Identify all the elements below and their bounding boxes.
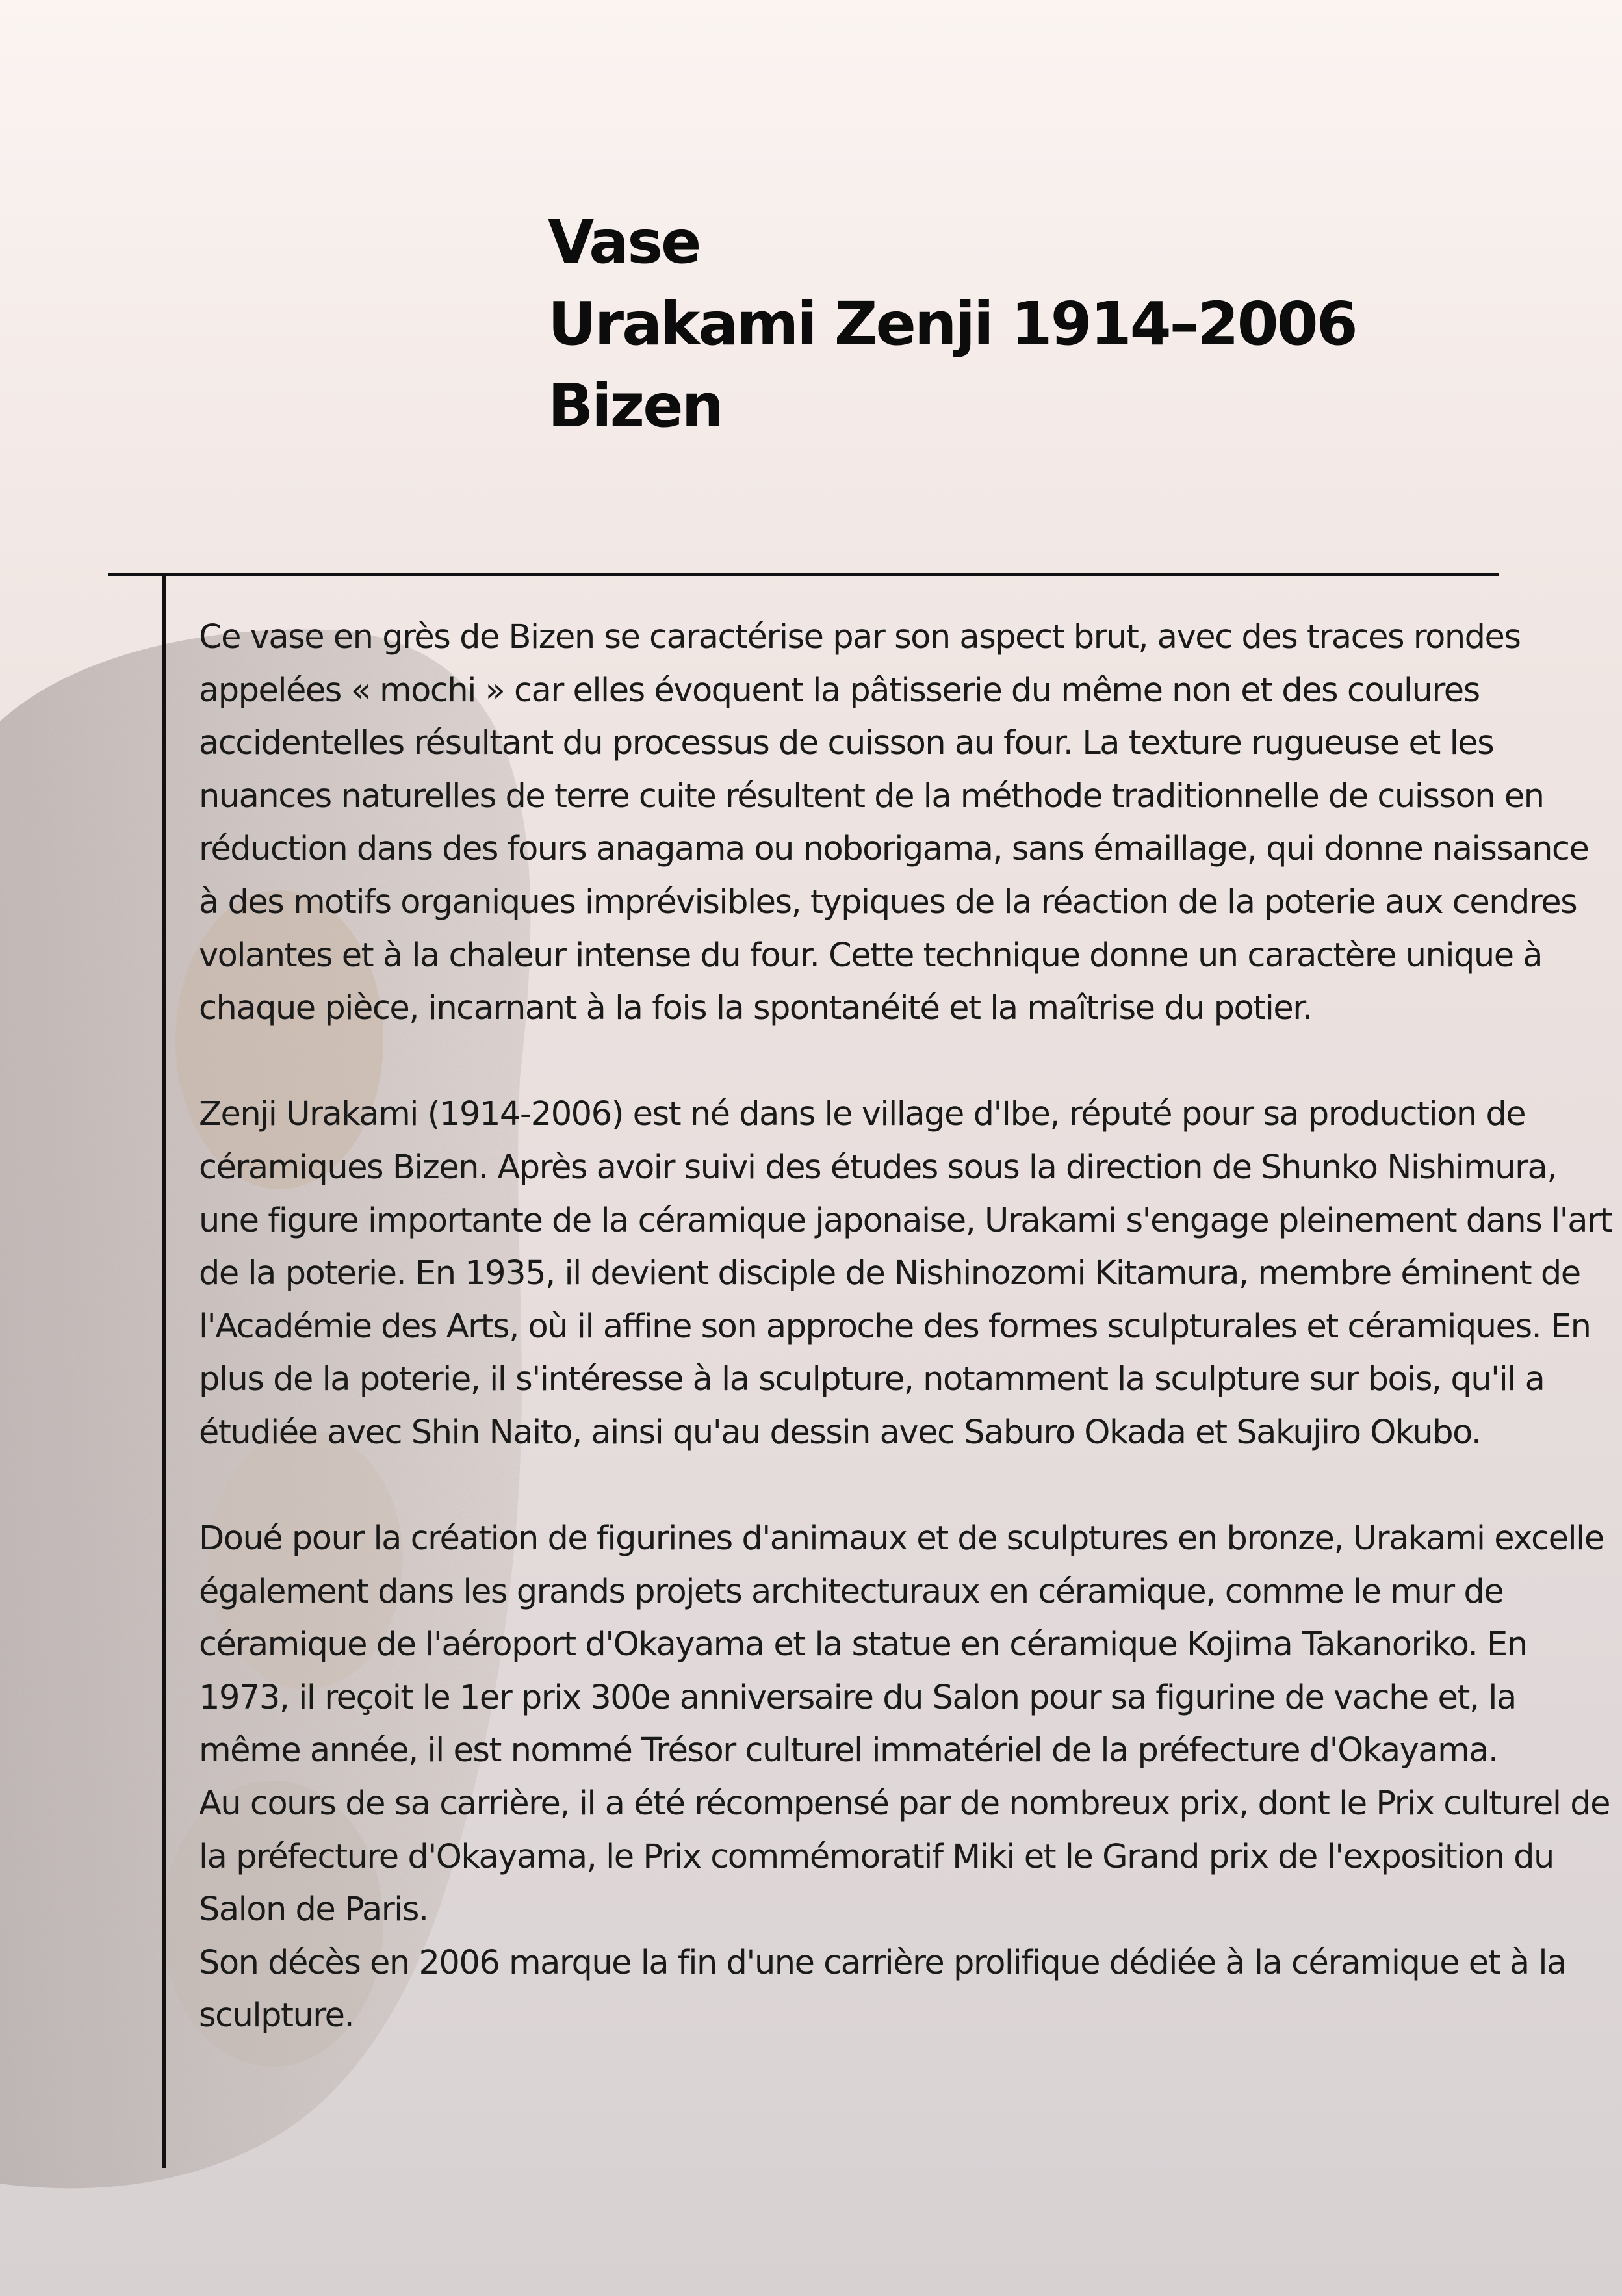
vertical-divider: [162, 573, 166, 2168]
paragraph-artist-biography: Zenji Urakami (1914-2006) est né dans le village d'Ibe, réputé pour sa production de céramiques Bizen. Après avoir suivi des études sous la direction de Shunko Nishimura, une figure importante de la céramique japonaise, Urakami s'engage pleinement dans l'art de la poterie. En 1935, il devient disciple de Nishinozomi Kitamura, membre éminent de l'Académie des Arts, où il affine son approche des formes sculpturales et céramiques. En plus de la poterie, il s'intéresse à la sculpture, notamment la sculpture sur bois, qu'il a étudiée avec Shin Naito, ainsi qu'au dessin avec Saburo Okada et Sakujiro Okubo.: [199, 1095, 1612, 1452]
title-block: [548, 201, 1356, 447]
paragraph-artist-awards: Au cours de sa carrière, il a été récompensé par de nombreux prix, dont le Prix culturel de la préfecture d'Okayama, le Prix commémoratif Miki et le Grand prix de l'exposition du Salon de Paris.: [199, 1785, 1610, 1929]
title-artist: Urakami Zenji 1914–2006: [548, 289, 1356, 359]
paragraph-artist-death: Son décès en 2006 marque la fin d'une carrière prolifique dédiée à la céramique et à la sculpture.: [199, 1943, 1566, 2035]
title-origin: Bizen: [548, 371, 723, 441]
paragraph-vase-description: Ce vase en grès de Bizen se caractérise par son aspect brut, avec des traces rondes appelées « mochi » car elles évoquent la pâtisserie du même non et des coulures accidentelles résultant du processus de cuisson au four. La texture rugueuse et les nuances naturelles de terre cuite résultent de la méthode traditionnelle de cuisson en réduction dans des fours anagama ou noborigama, sans émaillage, qui donne naissance à des motifs organiques imprévisibles, typiques de la réaction de la poterie aux cendres volantes et à la chaleur intense du four. Cette technique donne un caractère unique à chaque pièce, incarnant à la fois la spontanéité et la maîtrise du potier.: [199, 618, 1589, 1028]
description-text: [199, 611, 1616, 2043]
title-object: Vase: [548, 207, 700, 277]
paragraph-artist-works: Doué pour la création de figurines d'animaux et de sculptures en bronze, Urakami excelle également dans les grands projets architecturaux en céramique, comme le mur de céramique de l'aéroport d'Okayama et la statue en céramique Kojima Takanoriko. En 1973, il reçoit le 1er prix 300e anniversaire du Salon pour sa figurine de vache et, la même année, il est nommé Trésor culturel immatériel de la préfecture d'Okayama.: [199, 1519, 1604, 1770]
horizontal-divider: [108, 573, 1499, 576]
